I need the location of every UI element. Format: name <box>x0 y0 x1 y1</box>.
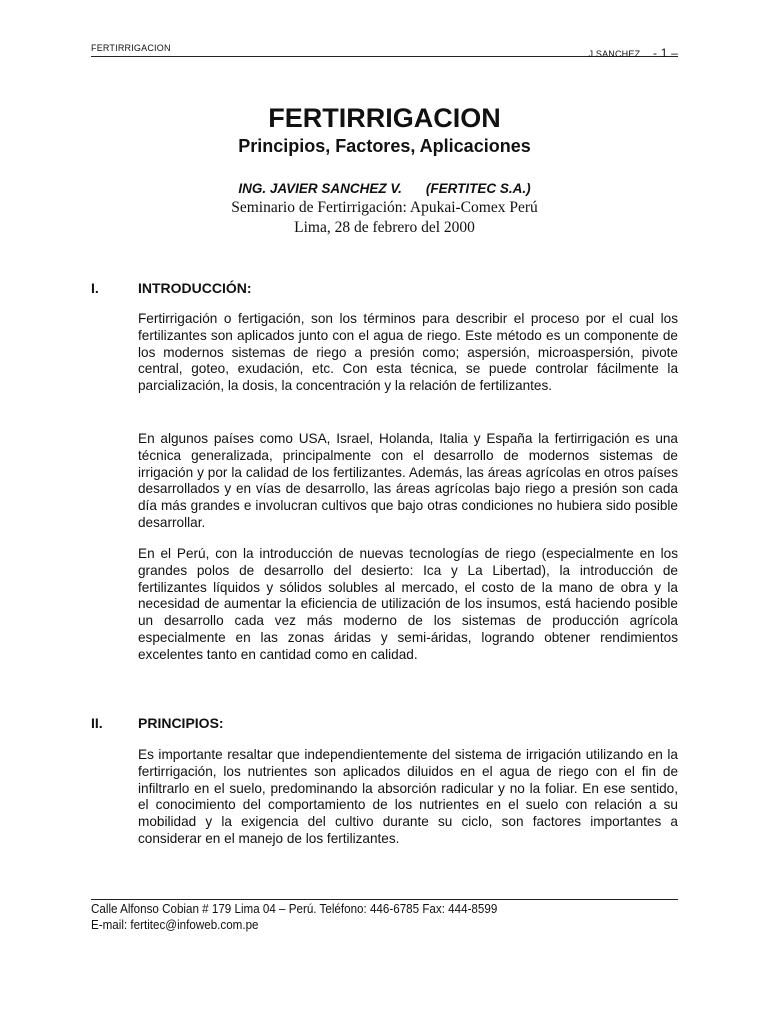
title-block <box>91 100 678 238</box>
author-name: ING. JAVIER SANCHEZ V. <box>238 181 402 196</box>
page-header <box>91 42 678 60</box>
header-right <box>588 46 678 60</box>
section-title: PRINCIPIOS: <box>138 715 224 731</box>
footer-email: E-mail: fertitec@infoweb.com.pe <box>91 918 259 932</box>
document-title: FERTIRRIGACION <box>268 103 501 133</box>
section-number: II. <box>91 715 103 731</box>
paragraph-principios-1: Es importante resaltar que independientemente del sistema de irrigación utilizando en la fertirrigación, los nutrientes son aplicados diluidos en el agua de riego con el fin de infiltrarlo en el suelo, predominando la absorción radicular y no la foliar. En ese sentido, el conocimiento del comportamiento de los nutrientes en el suelo con relación a su mobilidad y la exigencia del cultivo durante su ciclo, son factores importantes a considerar en el manejo de los fertilizantes. <box>138 747 678 846</box>
document-subtitle: Principios, Factores, Aplicaciones <box>238 136 531 156</box>
header-author: J.SANCHEZ <box>588 49 641 59</box>
section-number: I. <box>91 280 99 296</box>
paragraph-intro-3: En el Perú, con la introducción de nuevas tecnologías de riego (especialmente en los grandes polos de desarrollo del desierto: Ica y La Libertad), la introducción de fertilizantes líquidos y sólidos solubles al mercado, el costo de la mano de obra y la necesidad de aumentar la eficiencia de utilización de los insumos, está haciendo posible un desarrollo cada vez más moderno de los sistemas de producción agrícola especialmente en las zonas áridas y semi-áridas, logrando obtener rendimientos excelentes tanto en cantidad como en calidad. <box>138 546 678 662</box>
author-line <box>91 180 678 198</box>
seminar-line: Seminario de Fertirrigación: Apukai-Comex Perú <box>231 199 538 216</box>
header-document-title: FERTIRRIGACION <box>91 43 171 53</box>
date-line: Lima, 28 de febrero del 2000 <box>294 219 475 236</box>
footer-address: Calle Alfonso Cobian # 179 Lima 04 – Perú. Teléfono: 446-6785 Fax: 444-8599 <box>91 902 498 916</box>
paragraph-intro-1: Fertirrigación o fertigación, son los términos para describir el proceso por el cual los fertilizantes son aplicados junto con el agua de riego. Este método es un componente de los modernos sistemas de riego a presión como; aspersión, microaspersión, pivote central, goteo, exudación, etc. Con esta técnica, se puede controlar fácilmente la parcialización, la dosis, la concentración y la relación de fertilizantes. <box>138 311 678 394</box>
page-number: - 1 – <box>652 46 678 60</box>
author-company: (FERTITEC S.A.) <box>425 181 531 196</box>
section-title: INTRODUCCIÓN: <box>138 280 252 296</box>
paragraph-intro-2: En algunos países como USA, Israel, Holanda, Italia y España la fertirrigación es una técnica generalizada, principalmente con el desarrollo de modernos sistemas de irrigación y por la calidad de los fertilizantes. Además, las áreas agrícolas en otros países desarrollados y en vías de desarrollo, las áreas agrícolas bajo riego a presión son cada día más grandes e involucran cultivos que bajo otras condiciones no hubiera sido posible desarrollar. <box>138 431 678 530</box>
page-footer <box>91 899 678 933</box>
